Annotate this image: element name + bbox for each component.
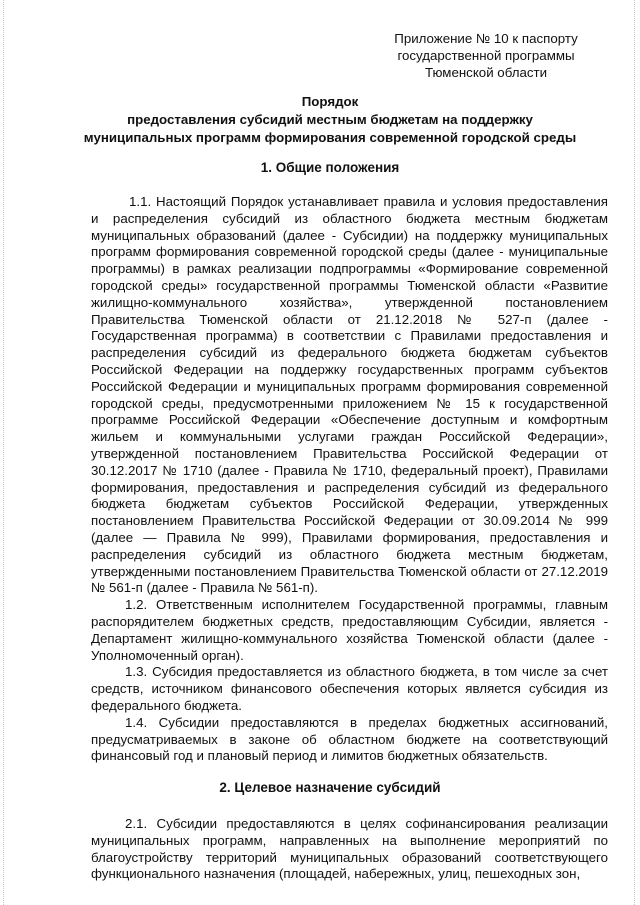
paragraph: 1.4. Субсидии предоставляются в пределах бюджетных ассигнований, предусматриваемых в законе об областном бюджете на соответствующий финансовый год и плановый период и лимитов бюджетных обязательств. <box>91 714 608 764</box>
document-title <box>60 93 600 147</box>
annex-line: Тюменской области <box>424 65 548 80</box>
annex-line: государственной программы <box>397 48 575 63</box>
section-heading-purpose: 2. Целевое назначение субсидий <box>219 780 441 795</box>
section-heading-general: 1. Общие положения <box>260 160 400 175</box>
paragraph: 1.1. Настоящий Порядок устанавливает правила и условия предоставления и распределения субсидий из областного бюджета местным бюджетам муниципальных образований (далее - Субсидии) на поддержку муниципальных программ формирования современной городской среды (далее - муниципальные программы) в рамках реализации подпрограммы «Формирование современной городской среды» государственной программы Тюменской области «Развитие жилищно-коммунального хозяйства», утвержденной постановлением Правительства Тюменской области от 21.12.2018 № 527-п (далее - Государственная программа) в соответствии с Правилами предоставления и распределения субсидий из федерального бюджета бюджетам субъектов Российской Федерации на поддержку государственных программ субъектов Российской Федерации и муниципальных программ формирования современной городской среды, предусмотренными приложением № 15 к государственной программе Российской Федерации «Обеспечение доступным и комфортным жильем и коммунальными услугами граждан Российской Федерации», утвержденной постановлением Правительства Российской Федерации от 30.12.2017 № 1710 (далее - Правила № 1710, федеральный проект), Правилами формирования, предоставления и распределения субсидий из федерального бюджета бюджетам субъектов Российской Федерации, утвержденных постановлением Правительства Российской Федерации от 30.09.2014 № 999 (далее — Правила № 999), Правилами формирования, предоставления и распределения субсидий из областного бюджета местным бюджетам, утвержденными постановлением Правительства Тюменской области от 27.12.2019 № 561-п (далее - Правила № 561-п). <box>91 194 608 596</box>
title-line: предоставления субсидий местным бюджетам на поддержку <box>127 112 533 127</box>
paragraph: 1.2. Ответственным исполнителем Государственной программы, главным распорядителем бюджетных средств, предоставляющим Субсидии, является - Департамент жилищно-коммунального хозяйства Тюменской области (далее - Уполномоченный орган). <box>91 597 608 663</box>
annex-line: Приложение № 10 к паспорту <box>394 31 578 46</box>
paragraph: 2.1. Субсидии предоставляются в целях софинансирования реализации муниципальных программ, направленных на выполнение мероприятий по благоустройству территорий муниципальных образований соответствующего функционального назначения (площадей, набережных, улиц, пешеходных зон, <box>91 816 608 882</box>
paragraph: 1.3. Субсидия предоставляется из областного бюджета, в том числе за счет средств, источником финансового обеспечения которых является субсидия из федерального бюджета. <box>91 664 608 713</box>
section-body-purpose <box>91 816 608 883</box>
right-margin-dots <box>634 0 635 905</box>
annex-header <box>366 30 606 81</box>
left-margin-dots <box>3 0 4 905</box>
title-line: муниципальных программ формирования современной городской среды <box>83 130 577 145</box>
title-line: Порядок <box>301 94 359 109</box>
section-body-general <box>91 194 608 765</box>
